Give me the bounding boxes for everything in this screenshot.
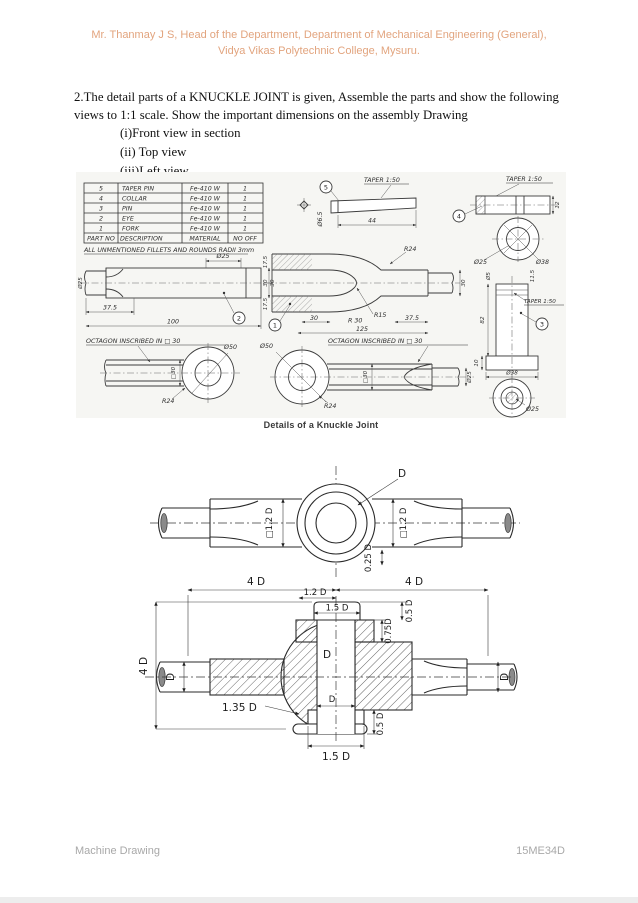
cell: COLLAR	[122, 195, 148, 203]
dim-sq30b: □30	[363, 370, 369, 384]
cell: 1	[242, 215, 248, 223]
dim-d-rod-left: D	[165, 672, 177, 682]
assembly-top-view	[150, 466, 520, 580]
dim-11-5: 11.5	[530, 269, 536, 283]
dim-100: 100	[166, 318, 180, 326]
dim-d25-stub: Ø25	[467, 371, 473, 383]
dim-d-pin-width: D	[328, 695, 336, 705]
dim-37-5: 37.5	[102, 304, 118, 312]
fillet-note: ALL UNMENTIONED FILLETS AND ROUNDS RADII 3mm	[84, 247, 255, 254]
dim-d38: Ø38	[536, 259, 549, 266]
cell: 2	[98, 215, 104, 223]
cell: FORK	[122, 225, 140, 233]
balloon-4: 4	[456, 212, 462, 221]
col-header: PART NO	[87, 235, 115, 243]
cell: Fe-410 W	[189, 225, 221, 233]
header-line2: Vidya Vikas Polytechnic College, Mysuru.	[218, 45, 420, 57]
question-item-3: (iii)Left view	[120, 164, 189, 179]
cell: Fe-410 W	[189, 205, 221, 213]
dim-30b: 30	[309, 315, 319, 322]
pin-view	[474, 269, 564, 380]
dim-d6-5: Ø6.5	[317, 211, 324, 227]
pin-end-view	[489, 376, 539, 417]
dim-d5: Ø5	[486, 272, 492, 280]
dim-r24: R24	[404, 246, 417, 253]
dim-1-2d: 1.2 D	[303, 588, 327, 598]
dim-17-5: 17.5	[263, 297, 269, 311]
cell: 3	[98, 205, 104, 213]
center-mark-icon	[297, 198, 311, 212]
label-d-pin: D	[323, 649, 332, 661]
dim-d25-pin: Ø25	[526, 406, 539, 413]
balloon-1: 1	[272, 321, 278, 330]
collar-view	[453, 176, 561, 266]
cell: 1	[242, 185, 248, 193]
cell: 1	[242, 195, 248, 203]
dim-sq1-2d-left: □1.2 D	[265, 507, 275, 539]
cell: 1	[242, 225, 248, 233]
cell: TAPER PIN	[122, 185, 155, 193]
dim-12: 12	[555, 201, 561, 209]
dim-10: 10	[474, 359, 480, 367]
dim-82: 82	[480, 316, 486, 324]
dim-30-right: 30	[270, 279, 276, 287]
dim-d25-top: Ø25	[216, 253, 230, 260]
dim-d50b: Ø50	[260, 343, 273, 350]
dim-30: 30	[263, 279, 269, 287]
taper-pin-view	[316, 177, 416, 228]
balloon-2: 2	[236, 314, 242, 323]
dim-r24b: R24	[162, 398, 175, 405]
eye-side-view	[77, 252, 276, 329]
cell: 4	[98, 195, 104, 203]
cell: PIN	[122, 205, 133, 213]
col-header: NO OFF	[233, 235, 257, 243]
dim-0-25d: 0.25 D	[364, 543, 374, 573]
cell: EYE	[122, 215, 134, 223]
knuckle-details-figure	[76, 172, 566, 418]
parts-table	[84, 183, 263, 243]
cell: 1	[242, 205, 248, 213]
octagon-note: OCTAGON INSCRIBED IN □ 30	[86, 338, 181, 345]
cell: Fe-410 W	[189, 185, 221, 193]
footer-code: 15ME34D	[516, 845, 565, 857]
dim-1-5d-head: 1.5 D	[325, 603, 349, 614]
question-text: 2.The detail parts of a KNUCKLE JOINT is given, Assemble the parts and show the following views to 1:1 scale. Show the important dimensions on the assembly Drawing	[74, 90, 559, 123]
dim-0-5d-bottom: 0.5 D	[376, 712, 386, 736]
cell: Fe-410 W	[189, 195, 221, 203]
dim-d25-shaft: Ø25	[78, 277, 84, 289]
dim-sq1-2d-right: □1.2 D	[399, 507, 409, 539]
dim-0-75d: 0.75D	[384, 618, 394, 644]
dim-d25: Ø25	[474, 259, 487, 266]
cell: Fe-410 W	[189, 215, 221, 223]
octagon-note-2: OCTAGON INSCRIBED IN □ 30	[328, 338, 423, 345]
balloon-3: 3	[539, 320, 545, 329]
dim-0-5d-top: 0.5 D	[405, 599, 415, 623]
eye-octagon-view	[86, 338, 240, 405]
taper-label: TAPER 1:50	[364, 177, 400, 184]
dim-sq30: □30	[171, 366, 177, 380]
dim-4d-right: 4 D	[404, 576, 424, 588]
taper-label: TAPER 1:50	[506, 176, 542, 183]
page-header	[0, 27, 638, 59]
fork-octagon-view	[259, 338, 474, 410]
dim-44: 44	[367, 217, 377, 225]
knuckle-assembly-figure	[110, 452, 530, 782]
dim-1-35d: 1.35 D	[222, 702, 257, 714]
dim-r30: R 30	[348, 317, 363, 325]
cell: 5	[98, 185, 104, 193]
assembly-front-view	[138, 576, 517, 763]
dim-37-5b: 37.5	[404, 315, 420, 322]
footer-course: Machine Drawing	[75, 845, 160, 857]
cell: 1	[98, 225, 104, 233]
dim-17-5: 17.5	[263, 255, 269, 269]
label-d-top: D	[398, 468, 407, 480]
dim-d38-pin: Ø38	[506, 370, 518, 377]
col-header: DESCRIPTION	[120, 235, 163, 243]
dim-r24c: R24	[324, 403, 337, 410]
dim-4d-vert: 4 D	[138, 656, 150, 676]
balloon-5: 5	[323, 183, 329, 192]
fork-side-view	[263, 246, 467, 333]
taper-label: TAPER 1:50	[524, 299, 556, 305]
question-item-2: (ii) Top view	[120, 145, 187, 160]
dim-4d-left: 4 D	[246, 576, 266, 588]
page-bottom-edge	[0, 897, 638, 903]
dim-30-stub: 30	[461, 279, 467, 287]
dim-1-5d-bottom: 1.5 D	[321, 751, 351, 763]
dim-r15: R15	[374, 312, 387, 319]
dim-d-rod-right: D	[499, 672, 511, 682]
question-item-1: (i)Front view in section	[120, 126, 241, 140]
col-header: MATERIAL	[189, 235, 221, 243]
figure-caption: Details of a Knuckle Joint	[263, 420, 379, 430]
dim-d50: Ø50	[224, 344, 237, 351]
dim-125: 125	[355, 326, 369, 333]
header-line1: Mr. Thanmay J S, Head of the Department, Department of Mechanical Engineering (General),	[91, 29, 547, 41]
